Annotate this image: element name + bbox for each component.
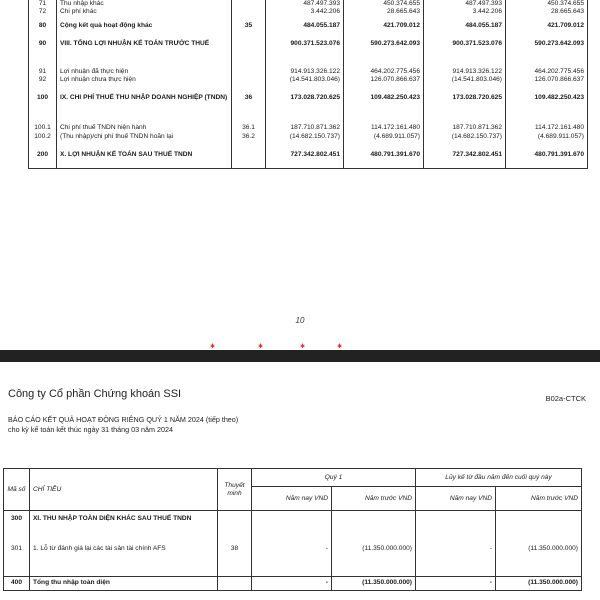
row-ytd-prev-year xyxy=(496,511,582,539)
row-ytd-this-year: 484.055.187 xyxy=(424,18,506,36)
row-quarter-prev-year: (11.350.000.000) xyxy=(332,577,416,591)
row-ytd-prev-year: 114.172.161.480 xyxy=(506,124,588,132)
row-note: 36 xyxy=(232,90,266,124)
row-code: 71 xyxy=(29,0,57,8)
row-ytd-prev-year: (4.689.911.057) xyxy=(506,133,588,147)
stamp-mark: ✱ xyxy=(300,344,306,350)
row-item-name: Lợi nhuận chưa thực hiện xyxy=(57,76,232,90)
row-item-name: IX. CHI PHÍ THUẾ THU NHẬP DOANH NGHIỆP (TNDN) xyxy=(57,90,232,124)
row-note xyxy=(218,577,252,591)
row-quarter-this-year: 484.055.187 xyxy=(266,18,344,36)
page-divider xyxy=(0,350,600,362)
row-note: 36.2 xyxy=(232,133,266,147)
row-quarter-this-year: 900.371.523.076 xyxy=(266,36,344,68)
row-quarter-prev-year xyxy=(332,511,416,539)
table-row xyxy=(29,133,588,147)
table-row xyxy=(4,577,582,591)
row-ytd-this-year: 3.442.206 xyxy=(424,8,506,18)
header-item: CHỈ TIÊU xyxy=(30,469,218,511)
row-ytd-prev-year: (11.350.000.000) xyxy=(496,539,582,577)
header-ytd: Lũy kế từ đầu năm đến cuối quý này xyxy=(416,469,582,487)
row-quarter-prev-year: 590.273.642.093 xyxy=(344,36,424,68)
row-note xyxy=(232,0,266,8)
row-quarter-prev-year: (11.350.000.000) xyxy=(332,539,416,577)
row-ytd-prev-year: 126.070.866.637 xyxy=(506,76,588,90)
row-ytd-this-year: - xyxy=(416,577,496,591)
row-quarter-this-year: (14.541.803.046) xyxy=(266,76,344,90)
report-title: BÁO CÁO KẾT QUẢ HOẠT ĐỘNG RIÊNG QUÝ 1 NĂM 2024 (tiếp theo) xyxy=(8,415,239,424)
table-row xyxy=(4,511,582,539)
form-code: B02a-CTCK xyxy=(545,394,586,403)
table-row xyxy=(29,90,588,124)
row-quarter-prev-year: 109.482.250.423 xyxy=(344,90,424,124)
stamp-mark: ✱ xyxy=(337,344,343,350)
row-item-name: Chi phí thuế TNDN hiện hành xyxy=(57,124,232,132)
row-ytd-prev-year: 421.709.012 xyxy=(506,18,588,36)
comprehensive-income-table xyxy=(3,468,582,591)
table-row xyxy=(29,0,588,8)
row-code: 100.1 xyxy=(29,124,57,132)
row-quarter-this-year: 173.028.720.625 xyxy=(266,90,344,124)
row-item-name: XI. THU NHẬP TOÀN DIỆN KHÁC SAU THUẾ TNDN xyxy=(30,511,218,539)
header-note: Thuyết minh xyxy=(218,469,252,511)
row-item-name: Tổng thu nhập toàn diện xyxy=(30,577,218,591)
row-quarter-prev-year: 450.374.655 xyxy=(344,0,424,8)
header-quarter-prev-year: Năm trước VND xyxy=(332,487,416,511)
row-code: 80 xyxy=(29,18,57,36)
row-ytd-this-year: 487.497.393 xyxy=(424,0,506,8)
table-row xyxy=(29,8,588,18)
row-ytd-this-year: - xyxy=(416,539,496,577)
row-code: 100.2 xyxy=(29,133,57,147)
row-quarter-this-year: 487.497.393 xyxy=(266,0,344,8)
row-quarter-this-year: - xyxy=(252,539,332,577)
row-note: 38 xyxy=(218,539,252,577)
current-page xyxy=(0,362,600,600)
row-quarter-this-year: (14.682.150.737) xyxy=(266,133,344,147)
company-name: Công ty Cổ phần Chứng khoán SSI xyxy=(8,388,182,400)
row-quarter-prev-year: 480.791.391.670 xyxy=(344,147,424,169)
row-quarter-prev-year: 126.070.866.637 xyxy=(344,76,424,90)
header-ytd-this-year: Năm nay VND xyxy=(416,487,496,511)
row-ytd-prev-year: 464.202.775.456 xyxy=(506,68,588,76)
table-row xyxy=(29,76,588,90)
row-quarter-this-year: 187.710.871.362 xyxy=(266,124,344,132)
row-ytd-this-year: 900.371.523.076 xyxy=(424,36,506,68)
row-note xyxy=(218,511,252,539)
stamp-mark: ✱ xyxy=(258,344,264,350)
row-note xyxy=(232,36,266,68)
row-quarter-prev-year: 28.665.643 xyxy=(344,8,424,18)
row-note xyxy=(232,8,266,18)
row-ytd-this-year: 727.342.802.451 xyxy=(424,147,506,169)
row-item-name: Lợi nhuận đã thực hiện xyxy=(57,68,232,76)
stamp-mark: ✱ xyxy=(210,344,216,350)
header-quarter-this-year: Năm nay VND xyxy=(252,487,332,511)
row-quarter-prev-year: 421.709.012 xyxy=(344,18,424,36)
row-code: 90 xyxy=(29,36,57,68)
row-quarter-this-year xyxy=(252,511,332,539)
row-quarter-this-year: 914.913.326.122 xyxy=(266,68,344,76)
table-row xyxy=(29,68,588,76)
row-ytd-prev-year: 28.665.643 xyxy=(506,8,588,18)
row-code: 92 xyxy=(29,76,57,90)
header-quarter: Quý 1 xyxy=(252,469,416,487)
row-quarter-this-year: 727.342.802.451 xyxy=(266,147,344,169)
row-code: 400 xyxy=(4,577,30,591)
table-row xyxy=(29,124,588,132)
table-row xyxy=(29,18,588,36)
row-ytd-prev-year: 480.791.391.670 xyxy=(506,147,588,169)
report-subtitle: cho kỳ kế toán kết thúc ngày 31 tháng 03 năm 2024 xyxy=(8,425,174,434)
row-quarter-this-year: - xyxy=(252,577,332,591)
row-item-name: X. LỢI NHUẬN KẾ TOÁN SAU THUẾ TNDN xyxy=(57,147,232,169)
row-code: 200 xyxy=(29,147,57,169)
row-quarter-prev-year: 464.202.775.456 xyxy=(344,68,424,76)
row-ytd-this-year: (14.541.803.046) xyxy=(424,76,506,90)
row-item-name: Thu nhập khác xyxy=(57,0,232,8)
row-ytd-prev-year: (11.350.000.000) xyxy=(496,577,582,591)
row-quarter-this-year: 3.442.206 xyxy=(266,8,344,18)
row-ytd-prev-year: 590.273.642.093 xyxy=(506,36,588,68)
row-item-name: Chi phí khác xyxy=(57,8,232,18)
row-item-name: Cộng kết quả hoạt động khác xyxy=(57,18,232,36)
row-ytd-prev-year: 109.482.250.423 xyxy=(506,90,588,124)
row-ytd-this-year: (14.682.150.737) xyxy=(424,133,506,147)
table-row xyxy=(29,147,588,169)
table-row xyxy=(29,36,588,68)
row-code: 72 xyxy=(29,8,57,18)
row-ytd-prev-year: 450.374.655 xyxy=(506,0,588,8)
row-quarter-prev-year: (4.689.911.057) xyxy=(344,133,424,147)
income-statement-table-continued xyxy=(28,0,588,169)
row-note: 36.1 xyxy=(232,124,266,132)
row-ytd-this-year: 914.913.326.122 xyxy=(424,68,506,76)
header-code: Mã số xyxy=(4,469,30,511)
row-note xyxy=(232,147,266,169)
table-row xyxy=(4,539,582,577)
row-code: 301 xyxy=(4,539,30,577)
row-note xyxy=(232,76,266,90)
row-ytd-this-year xyxy=(416,511,496,539)
row-item-name: VIII. TỔNG LỢI NHUẬN KẾ TOÁN TRƯỚC THUẾ xyxy=(57,36,232,68)
page-number: 10 xyxy=(295,316,305,325)
row-note: 35 xyxy=(232,18,266,36)
row-code: 300 xyxy=(4,511,30,539)
row-code: 91 xyxy=(29,68,57,76)
row-note xyxy=(232,68,266,76)
row-ytd-this-year: 187.710.871.362 xyxy=(424,124,506,132)
row-item-name: (Thu nhập)/chi phí thuế TNDN hoãn lại xyxy=(57,133,232,147)
row-item-name: 1. Lỗ từ đánh giá lại các tài sản tài chính AFS xyxy=(30,539,218,577)
row-quarter-prev-year: 114.172.161.480 xyxy=(344,124,424,132)
row-ytd-this-year: 173.028.720.625 xyxy=(424,90,506,124)
header-ytd-prev-year: Năm trước VND xyxy=(496,487,582,511)
row-code: 100 xyxy=(29,90,57,124)
